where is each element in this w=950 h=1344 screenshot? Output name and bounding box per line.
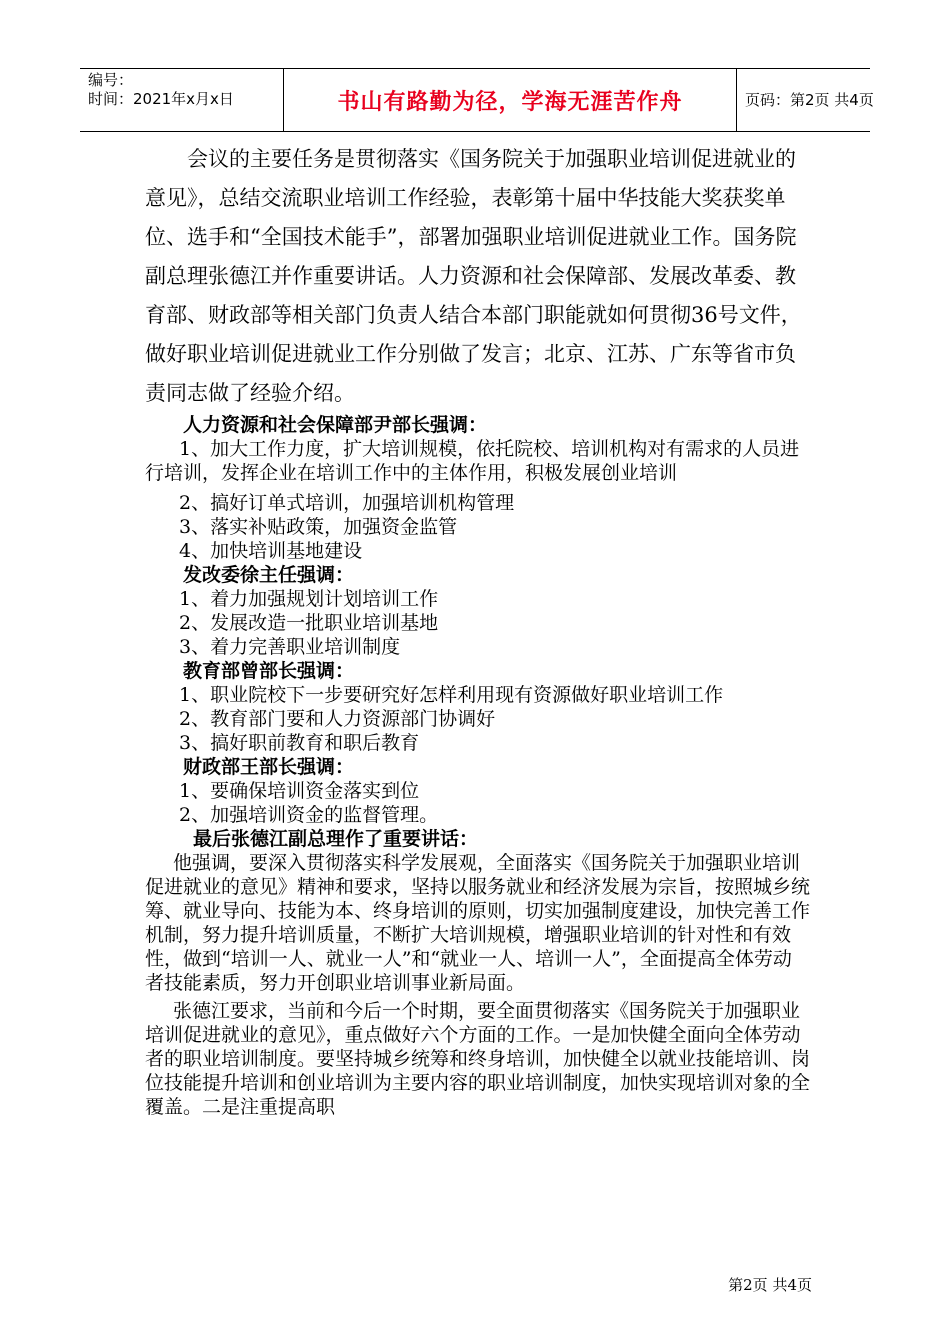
list-item: 3、落实补贴政策，加强资金监管 [179,516,458,538]
header-meta [88,71,283,109]
header-page-label: 页码：第2页 共4页 [745,91,874,109]
section-heading: 发改委徐主任强调： [183,564,355,586]
list-item: 1、职业院校下一步要研究好怎样利用现有资源做好职业培训工作 [179,684,724,706]
list-item: 4、加快培训基地建设 [179,540,363,562]
intro-section [145,140,810,413]
page-footer: 第2页 共4页 [728,1276,812,1294]
list-item: 2、教育部门要和人力资源部门协调好 [179,708,496,730]
section-heading: 财政部王部长强调： [183,756,355,778]
document-body [145,140,810,1119]
closing-paragraph: 他强调，要深入贯彻落实科学发展观，全面落实《国务院关于加强职业培训促进就业的意见》精神和要求，坚持以服务就业和经济发展为宗旨，按照城乡统筹、就业导向、技能为本、终身培训的原则，切实加强制度建设，加快完善工作机制，努力提升培训质量，不断扩大培训规模，增强职业培训的针对性和有效性，做到“培训一人、就业一人”和“就业一人、培训一人”，全面提高全体劳动者技能素质，努力开创职业培训事业新局面。 [145,852,811,994]
list-item: 2、加强培训资金的监督管理。 [179,804,439,826]
speeches-section [145,413,810,1119]
page-header [80,68,874,132]
list-item: 3、搞好职前教育和职后教育 [179,732,420,754]
list-item: 2、搞好订单式培训，加强培训机构管理 [179,492,515,514]
list-item: 1、要确保培训资金落实到位 [179,780,420,802]
list-item: 1、着力加强规划计划培训工作 [179,588,439,610]
section-heading: 教育部曾部长强调： [183,660,355,682]
document-number-label: 编号： [88,71,134,89]
list-item: 3、着力完善职业培训制度 [179,636,401,658]
closing-paragraph: 张德江要求，当前和今后一个时期，要全面贯彻落实《国务院关于加强职业培训促进就业的意见》，重点做好六个方面的工作。一是加快健全面向全体劳动者的职业培训制度。要坚持城乡统筹和终身培训，加快健全以就业技能培训、岗位技能提升培训和创业培训为主要内容的职业培训制度，加快实现培训对象的全覆盖。二是注重提高职 [145,1000,811,1118]
header-motto: 书山有路勤为径，学海无涯苦作舟 [283,69,737,131]
section-heading: 人力资源和社会保障部尹部长强调： [183,414,488,436]
document-time-label: 时间：2021年x月x日 [88,90,234,108]
list-item: 1、加大工作力度，扩大培训规模，依托院校、培训机构对有需求的人员进行培训，发挥企业在培训工作中的主体作用，积极发展创业培训 [145,438,800,484]
list-item: 2、发展改造一批职业培训基地 [179,612,439,634]
intro-paragraph: 会议的主要任务是贯彻落实《国务院关于加强职业培训促进就业的意见》，总结交流职业培训工作经验，表彰第十届中华技能大奖获奖单位、选手和“全国技术能手”，部署加强职业培训促进就业工作。国务院副总理张德江并作重要讲话。人力资源和社会保障部、发展改革委、教育部、财政部等相关部门负责人结合本部门职能就如何贯彻36号文件，做好职业培训促进就业工作分别做了发言；北京、江苏、广东等省市负责同志做了经验介绍。 [145,147,802,405]
closing-heading: 最后张德江副总理作了重要讲话： [193,828,479,850]
